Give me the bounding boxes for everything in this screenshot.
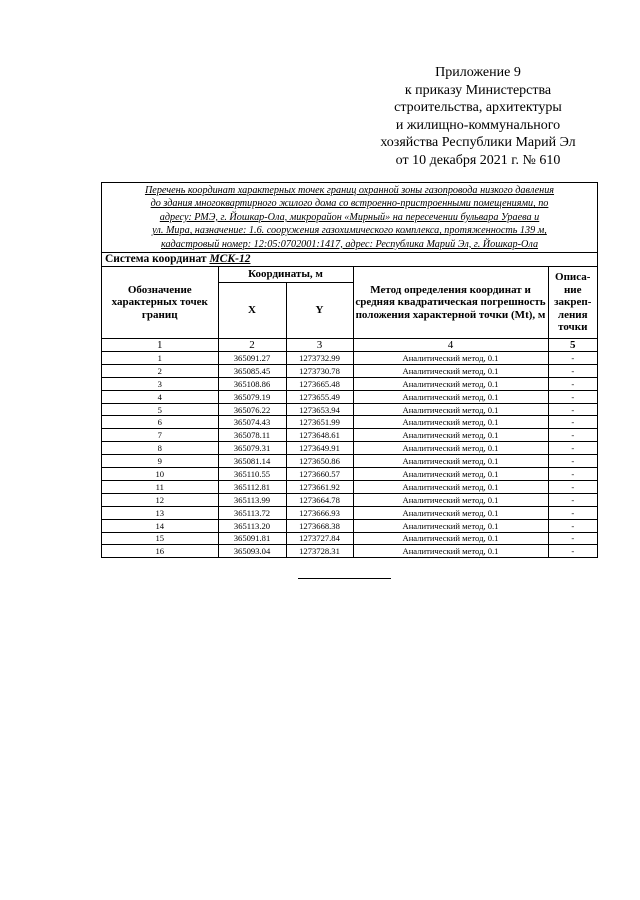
table-row: [102, 493, 597, 506]
appendix-line: от 10 декабря 2021 г. № 610: [395, 152, 561, 168]
cell-n: 6: [102, 416, 218, 429]
header-description-line: Описа-: [555, 271, 591, 284]
cell-n: 15: [102, 532, 218, 545]
cell-x: 365085.45: [218, 364, 286, 377]
header-description-line: точки: [558, 321, 588, 334]
cell-x: 365091.81: [218, 532, 286, 545]
header-description: [548, 267, 597, 339]
cell-y: 1273666.93: [286, 506, 353, 519]
table-row: [102, 364, 597, 377]
cell-x: 365093.04: [218, 545, 286, 557]
cell-desc: -: [548, 493, 597, 506]
cell-method: Аналитический метод, 0.1: [353, 403, 548, 416]
cell-n: 13: [102, 506, 218, 519]
column-number: 1: [102, 339, 218, 352]
cell-method: Аналитический метод, 0.1: [353, 545, 548, 557]
cell-n: 1: [102, 352, 218, 365]
cell-method: Аналитический метод, 0.1: [353, 416, 548, 429]
cell-method: Аналитический метод, 0.1: [353, 532, 548, 545]
cell-desc: -: [548, 455, 597, 468]
cell-method: Аналитический метод, 0.1: [353, 506, 548, 519]
cell-y: 1273664.78: [286, 493, 353, 506]
cell-x: 365078.11: [218, 429, 286, 442]
cell-n: 9: [102, 455, 218, 468]
cell-desc: -: [548, 545, 597, 557]
cell-method: Аналитический метод, 0.1: [353, 493, 548, 506]
cell-x: 365079.31: [218, 442, 286, 455]
cell-y: 1273732.99: [286, 352, 353, 365]
cell-y: 1273668.38: [286, 519, 353, 532]
column-number: 2: [218, 339, 286, 352]
table-row: [102, 377, 597, 390]
table-row: [102, 455, 597, 468]
cell-desc: -: [548, 519, 597, 532]
header-description-line: ления: [557, 308, 588, 321]
table-row: [102, 506, 597, 519]
appendix-line: и жилищно-коммунального: [395, 117, 561, 133]
cell-n: 7: [102, 429, 218, 442]
cell-y: 1273655.49: [286, 390, 353, 403]
appendix-line: хозяйства Республики Марий Эл: [380, 135, 576, 151]
crs-label: Система координат: [105, 253, 210, 266]
table-row: [102, 390, 597, 403]
appendix-line: Приложение 9: [435, 65, 521, 80]
cell-desc: -: [548, 403, 597, 416]
column-number: 5: [548, 339, 597, 352]
caption-line: ул. Мира, назначение: 1.6. сооружения газохимического комплекса, протяженность 139 м,: [152, 225, 547, 237]
caption-line: кадастровый номер: 12:05:0702001:1417, адрес: Республика Марий Эл, г. Йошкар-Ола: [160, 238, 539, 250]
table-row: [102, 545, 597, 557]
column-number: 4: [353, 339, 548, 352]
table-row: [102, 416, 597, 429]
appendix-line: строительства, архитектуры: [394, 100, 562, 116]
cell-n: 10: [102, 468, 218, 481]
cell-method: Аналитический метод, 0.1: [353, 480, 548, 493]
cell-y: 1273660.57: [286, 468, 353, 481]
caption-line: Перечень координат характерных точек границ охранной зоны газопровода низкого давления: [144, 185, 555, 196]
cell-x: 365079.19: [218, 390, 286, 403]
table-row: [102, 532, 597, 545]
footer-divider: [298, 578, 391, 579]
crs-name: МСК-12: [209, 253, 251, 266]
cell-n: 2: [102, 364, 218, 377]
cell-desc: -: [548, 442, 597, 455]
cell-x: 365091.27: [218, 352, 286, 365]
table-row: [102, 519, 597, 532]
cell-desc: -: [548, 506, 597, 519]
cell-y: 1273728.31: [286, 545, 353, 557]
cell-x: 365108.86: [218, 377, 286, 390]
cell-desc: -: [548, 390, 597, 403]
cell-desc: -: [548, 480, 597, 493]
cell-x: 365074.43: [218, 416, 286, 429]
cell-method: Аналитический метод, 0.1: [353, 455, 548, 468]
cell-method: Аналитический метод, 0.1: [353, 468, 548, 481]
cell-y: 1273648.61: [286, 429, 353, 442]
header-method: Метод определения координат и средняя квадратическая погрешность положения характерной точки (Mt), м: [353, 267, 548, 339]
cell-method: Аналитический метод, 0.1: [353, 377, 548, 390]
table-row: [102, 429, 597, 442]
cell-method: Аналитический метод, 0.1: [353, 442, 548, 455]
table-caption: [102, 183, 597, 253]
table-row: [102, 480, 597, 493]
cell-y: 1273651.99: [286, 416, 353, 429]
cell-desc: -: [548, 532, 597, 545]
header-coordinates: Координаты, м: [218, 267, 353, 283]
cell-method: Аналитический метод, 0.1: [353, 390, 548, 403]
header-point-designation: Обозначение характерных точек границ: [102, 267, 218, 339]
header-x: X: [218, 283, 286, 339]
header-description-line: ние: [563, 283, 582, 296]
cell-desc: -: [548, 377, 597, 390]
cell-desc: -: [548, 416, 597, 429]
cell-y: 1273730.78: [286, 364, 353, 377]
cell-desc: -: [548, 429, 597, 442]
cell-n: 5: [102, 403, 218, 416]
cell-desc: -: [548, 468, 597, 481]
appendix-line: к приказу Министерства: [404, 82, 552, 98]
cell-n: 14: [102, 519, 218, 532]
header-description-line: закреп-: [554, 296, 592, 309]
cell-desc: -: [548, 352, 597, 365]
header-y: Y: [286, 283, 353, 339]
cell-y: 1273653.94: [286, 403, 353, 416]
table-row: [102, 403, 597, 416]
table-row: [102, 468, 597, 481]
cell-n: 3: [102, 377, 218, 390]
appendix-header: [348, 64, 608, 170]
cell-y: 1273727.84: [286, 532, 353, 545]
caption-line: до здания многоквартирного жилого дома со встроенно-пристроенными помещениями, по: [150, 198, 549, 210]
cell-x: 365076.22: [218, 403, 286, 416]
cell-y: 1273649.91: [286, 442, 353, 455]
coordinate-system-row: [102, 253, 597, 267]
cell-n: 8: [102, 442, 218, 455]
cell-x: 365113.20: [218, 519, 286, 532]
cell-y: 1273665.48: [286, 377, 353, 390]
cell-x: 365081.14: [218, 455, 286, 468]
cell-n: 4: [102, 390, 218, 403]
cell-y: 1273650.86: [286, 455, 353, 468]
table-row: [102, 442, 597, 455]
cell-x: 365113.99: [218, 493, 286, 506]
cell-desc: -: [548, 364, 597, 377]
coordinates-table: [102, 267, 597, 557]
cell-method: Аналитический метод, 0.1: [353, 429, 548, 442]
cell-method: Аналитический метод, 0.1: [353, 364, 548, 377]
column-number: 3: [286, 339, 353, 352]
coordinates-document-frame: [101, 182, 598, 558]
column-number-row: [102, 339, 597, 352]
cell-n: 12: [102, 493, 218, 506]
cell-y: 1273661.92: [286, 480, 353, 493]
cell-n: 16: [102, 545, 218, 557]
table-row: [102, 352, 597, 365]
cell-x: 365113.72: [218, 506, 286, 519]
cell-method: Аналитический метод, 0.1: [353, 519, 548, 532]
cell-n: 11: [102, 480, 218, 493]
caption-line: адресу: РМЭ, г. Йошкар-Ола, микрорайон «Мирный» на пересечении бульвара Ураева и: [159, 211, 540, 223]
cell-x: 365112.81: [218, 480, 286, 493]
cell-method: Аналитический метод, 0.1: [353, 352, 548, 365]
cell-x: 365110.55: [218, 468, 286, 481]
